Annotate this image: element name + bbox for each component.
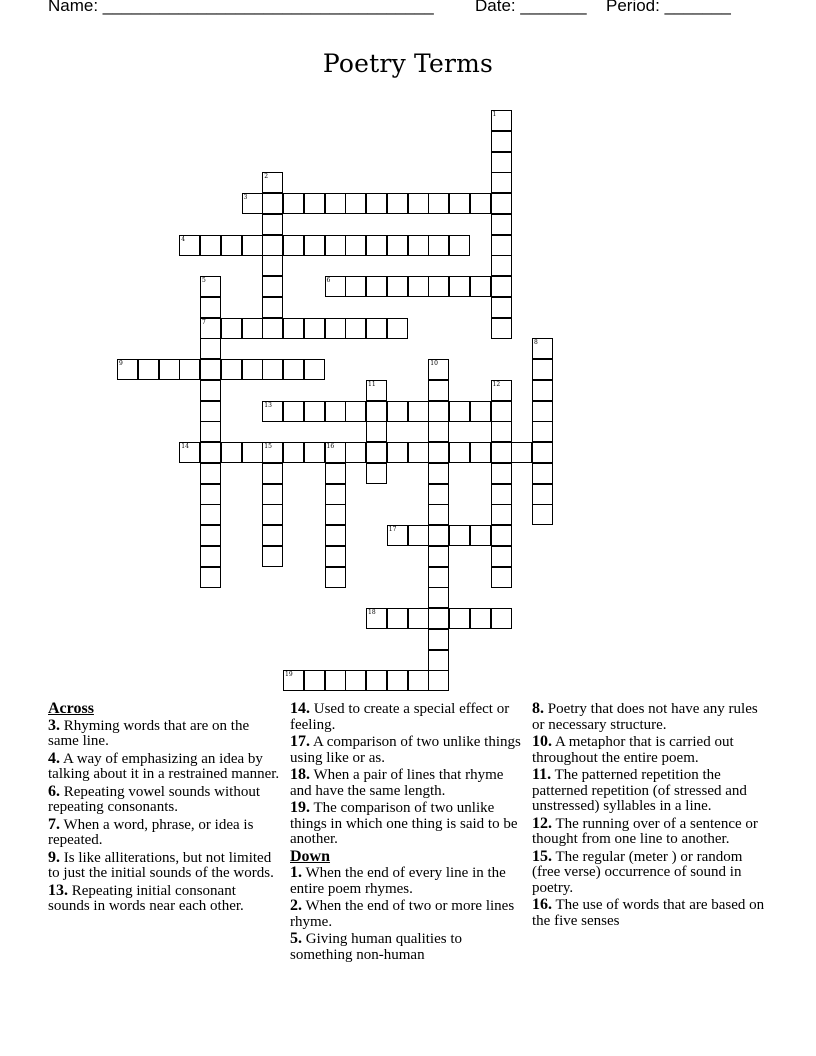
grid-cell[interactable] [200,504,221,525]
grid-cell[interactable] [408,276,429,297]
grid-cell[interactable] [387,670,408,691]
grid-cell[interactable] [345,670,366,691]
grid-cell[interactable] [449,608,470,629]
grid-cell[interactable] [491,525,512,546]
grid-cell[interactable] [325,525,346,546]
grid-cell[interactable] [491,463,512,484]
grid-cell[interactable] [532,463,553,484]
grid-cell[interactable] [491,567,512,588]
grid-cell[interactable] [428,650,449,671]
grid-cell[interactable] [387,235,408,256]
grid-cell[interactable] [221,318,242,339]
grid-cell[interactable] [159,359,180,380]
grid-cell[interactable] [408,193,429,214]
clue-number-8: 8 [534,339,538,347]
grid-cell[interactable] [200,297,221,318]
grid-cell[interactable] [408,235,429,256]
grid-cell[interactable] [408,442,429,463]
grid-cell[interactable] [304,401,325,422]
grid-cell[interactable] [491,297,512,318]
grid-cell[interactable] [532,421,553,442]
grid-cell[interactable] [200,380,221,401]
grid-cell[interactable] [470,525,491,546]
grid-cell[interactable] [428,608,449,629]
clue-down-16: 16. The use of words that are based on the five senses [532,896,765,929]
grid-cell[interactable] [283,359,304,380]
grid-cell[interactable] [242,359,263,380]
grid-cell[interactable] [532,504,553,525]
across-heading: Across [48,700,94,717]
grid-cell[interactable] [262,359,283,380]
grid-cell[interactable] [304,318,325,339]
grid-cell[interactable] [325,463,346,484]
grid-cell[interactable] [304,193,325,214]
grid-cell[interactable] [325,318,346,339]
grid-cell[interactable] [532,442,553,463]
grid-cell[interactable] [491,193,512,214]
clue-number-19: 19 [285,671,293,679]
grid-cell[interactable] [262,546,283,567]
page-title: Poetry Terms [322,49,494,78]
grid-cell[interactable] [325,401,346,422]
grid-cell[interactable] [242,318,263,339]
grid-cell[interactable] [283,442,304,463]
clue-number-18: 18 [368,609,376,616]
grid-cell[interactable] [366,193,387,214]
grid-cell[interactable] [366,670,387,691]
grid-cell[interactable] [428,587,449,608]
clue-number-16: 16 [326,443,335,450]
grid-cell[interactable] [532,359,553,380]
grid-cell[interactable] [262,525,283,546]
grid-cell[interactable] [366,401,387,422]
grid-cell[interactable] [387,401,408,422]
clues-section [48,701,788,971]
grid-cell[interactable] [449,193,470,214]
clue-number-7: 7 [202,318,206,326]
grid-cell[interactable] [491,318,512,339]
grid-cell[interactable] [387,608,408,629]
clue-across-9: 9. Is like alliterations, but not limited to just the initial sounds of the words. [48,848,274,881]
down-heading: Down [290,847,331,865]
grid-cell[interactable] [428,235,449,256]
grid-cell[interactable] [470,401,491,422]
clue-across-19: 19. The comparison of two unlike things in which one thing is said to be another. [290,799,518,847]
grid-cell[interactable] [325,504,346,525]
grid-cell[interactable] [491,484,512,505]
clue-number-1: 1 [492,111,497,118]
grid-cell[interactable] [491,421,512,442]
grid-cell[interactable] [366,442,387,463]
grid-cell[interactable] [200,525,221,546]
grid-cell[interactable] [511,442,532,463]
grid-cell[interactable] [491,276,512,297]
grid-cell[interactable] [366,235,387,256]
clue-number-6: 6 [326,277,331,284]
grid-cell[interactable] [491,546,512,567]
grid-cell[interactable] [428,567,449,588]
grid-cell[interactable] [283,318,304,339]
grid-cell[interactable] [262,297,283,318]
grid-cell[interactable] [428,629,449,650]
clue-number-2: 2 [264,173,269,181]
grid-cell[interactable] [325,546,346,567]
grid-cell[interactable] [262,255,283,276]
clue-column-1 [48,701,280,916]
grid-cell[interactable] [387,442,408,463]
grid-cell[interactable] [200,546,221,567]
clue-number-4: 4 [181,235,186,243]
grid-cell[interactable] [345,235,366,256]
grid-cell[interactable] [470,608,491,629]
clue-down-12: 12. The running over of a sentence or thought from one line to another. [532,814,758,847]
grid-cell[interactable] [200,235,221,256]
clue-number-13: 13 [264,401,272,409]
clue-down-11: 11. The patterned repetition the patterned repetition (of stressed and unstressed) syllables in a line. [532,766,747,814]
grid-cell[interactable] [262,214,283,235]
clue-number-15: 15 [264,443,272,450]
grid-cell[interactable] [428,380,449,401]
grid-cell[interactable] [345,318,366,339]
clue-down-5: 5. Giving human qualities to something non-human [290,930,462,963]
grid-cell[interactable] [470,276,491,297]
grid-cell[interactable] [179,359,200,380]
grid-cell[interactable] [221,442,242,463]
grid-cell[interactable] [491,172,512,193]
grid-cell[interactable] [262,193,283,214]
clue-across-6: 6. Repeating vowel sounds without repeating consonants. [48,782,260,815]
clue-down-8: 8. Poetry that does not have any rules or necessary structure. [532,700,758,733]
clue-number-9: 9 [119,360,123,367]
grid-cell[interactable] [408,670,429,691]
grid-cell[interactable] [408,608,429,629]
grid-cell[interactable] [408,401,429,422]
clue-down-1: 1. When the end of every line in the entire poem rhymes. [290,864,506,897]
grid-cell[interactable] [470,193,491,214]
grid-cell[interactable] [242,442,263,463]
grid-cell[interactable] [242,235,263,256]
clue-down-15: 15. The regular (meter ) or random (free verse) occurrence of sound in poetry. [532,847,743,896]
clue-number-11: 11 [368,380,376,388]
grid-cell[interactable] [325,235,346,256]
clue-across-13: 13. Repeating initial consonant sounds in words near each other. [48,881,244,914]
grid-cell[interactable] [491,442,512,463]
grid-cell[interactable] [262,235,283,256]
grid-cell[interactable] [408,525,429,546]
grid-cell[interactable] [449,525,470,546]
grid-cell[interactable] [428,525,449,546]
grid-cell[interactable] [491,401,512,422]
grid-cell[interactable] [262,504,283,525]
grid-cell[interactable] [304,442,325,463]
clue-number-12: 12 [492,380,501,388]
grid-cell[interactable] [491,504,512,525]
grid-cell[interactable] [387,318,408,339]
grid-cell[interactable] [345,442,366,463]
clue-number-3: 3 [243,194,248,201]
grid-cell[interactable] [470,442,491,463]
clue-across-4: 4. A way of emphasizing an idea by talking about it in a restrained manner. [48,749,280,782]
grid-cell[interactable] [491,608,512,629]
clue-down-2: 2. When the end of two or more lines rhyme. [290,897,515,930]
clue-number-10: 10 [430,360,438,367]
grid-cell[interactable] [304,235,325,256]
grid-cell[interactable] [283,235,304,256]
grid-cell[interactable] [200,401,221,422]
grid-cell[interactable] [200,359,221,380]
grid-cell[interactable] [449,235,470,256]
grid-cell[interactable] [428,276,449,297]
clue-column-2 [290,701,522,964]
clue-number-14: 14 [181,443,189,450]
grid-cell[interactable] [491,255,512,276]
grid-cell[interactable] [428,193,449,214]
grid-cell[interactable] [262,318,283,339]
grid-cell[interactable] [428,421,449,442]
grid-cell[interactable] [428,670,449,691]
grid-cell[interactable] [262,463,283,484]
grid-cell[interactable] [428,463,449,484]
grid-cell[interactable] [491,131,512,152]
grid-cell[interactable] [200,338,221,359]
clue-column-3 [532,701,772,930]
name-field[interactable]: Name: ___________________________________ [48,0,434,15]
grid-cell[interactable] [366,463,387,484]
grid-cell[interactable] [491,235,512,256]
grid-cell[interactable] [200,442,221,463]
clue-down-10: 10. A metaphor that is carried out throughout the entire poem. [532,733,734,766]
grid-cell[interactable] [345,401,366,422]
clue-across-14: 14. Used to create a special effect or feeling. [290,700,510,733]
grid-cell[interactable] [428,401,449,422]
grid-cell[interactable] [283,401,304,422]
grid-cell[interactable] [325,193,346,214]
clue-across-7: 7. When a word, phrase, or idea is repeated. [48,815,254,848]
grid-cell[interactable] [304,359,325,380]
grid-cell[interactable] [491,214,512,235]
grid-cell[interactable] [532,484,553,505]
grid-cell[interactable] [200,421,221,442]
clue-number-5: 5 [202,277,206,284]
grid-cell[interactable] [262,276,283,297]
grid-cell[interactable] [449,442,470,463]
clue-across-18: 18. When a pair of lines that rhyme and have the same length. [290,766,504,799]
grid-cell[interactable] [221,359,242,380]
grid-cell[interactable] [366,318,387,339]
grid-cell[interactable] [221,235,242,256]
grid-cell[interactable] [138,359,159,380]
grid-cell[interactable] [532,401,553,422]
grid-cell[interactable] [200,463,221,484]
date-field[interactable]: Date: _______ [475,0,587,15]
grid-cell[interactable] [200,484,221,505]
clue-across-3: 3. Rhyming words that are on the same line. [48,716,250,749]
grid-cell[interactable] [428,504,449,525]
grid-cell[interactable] [325,484,346,505]
grid-cell[interactable] [428,546,449,567]
grid-cell[interactable] [532,380,553,401]
grid-cell[interactable] [262,484,283,505]
grid-cell[interactable] [304,670,325,691]
clue-number-17: 17 [388,526,397,533]
grid-cell[interactable] [345,276,366,297]
grid-cell[interactable] [283,193,304,214]
grid-cell[interactable] [491,152,512,173]
grid-cell[interactable] [387,193,408,214]
grid-cell[interactable] [366,421,387,442]
clue-across-17: 17. A comparison of two unlike things using like or as. [290,733,521,766]
grid-cell[interactable] [325,567,346,588]
grid-cell[interactable] [345,193,366,214]
grid-cell[interactable] [428,484,449,505]
grid-cell[interactable] [428,442,449,463]
period-field[interactable]: Period: _______ [606,0,731,15]
grid-cell[interactable] [449,276,470,297]
grid-cell[interactable] [200,567,221,588]
grid-cell[interactable] [325,670,346,691]
grid-cell[interactable] [449,401,470,422]
grid-cell[interactable] [387,276,408,297]
grid-cell[interactable] [366,276,387,297]
